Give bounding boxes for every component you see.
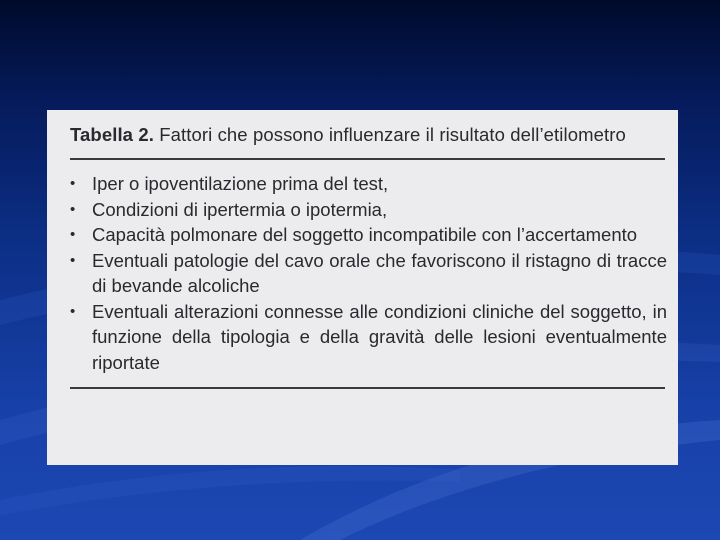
list-item-text: Eventuali patologie del cavo orale che favoriscono il ristagno di tracce di bevande alcoliche [92,249,667,296]
table-title: Fattori che possono influenzare il risultato dell’etilometro [159,124,626,145]
list-item-text: Iper o ipoventilazione prima del test, [92,173,389,194]
bottom-rule [70,387,665,389]
list-item [70,197,667,223]
bullet-icon: • [70,302,76,320]
list-item-text: Condizioni di ipertermia o ipotermia, [92,198,388,220]
bullet-icon: • [70,226,76,243]
bullet-icon: • [70,175,76,192]
list-item [70,171,667,197]
list-item [70,299,667,376]
list-item [70,222,667,248]
bullet-icon: • [70,251,76,269]
list-item-text: Eventuali alterazioni connesse alle condizioni cliniche del soggetto, in funzione della tipologia e della gravità delle lesioni eventualmente riportate [92,300,667,373]
table-caption [70,122,666,148]
list-item-text: Capacità polmonare del soggetto incompatibile con l’accertamento [92,224,638,245]
factor-list [70,171,667,375]
table-label: Tabella 2. [70,124,154,145]
bullet-icon: • [70,200,76,218]
top-rule [70,158,665,160]
list-item [70,248,667,299]
table-card [47,110,678,465]
